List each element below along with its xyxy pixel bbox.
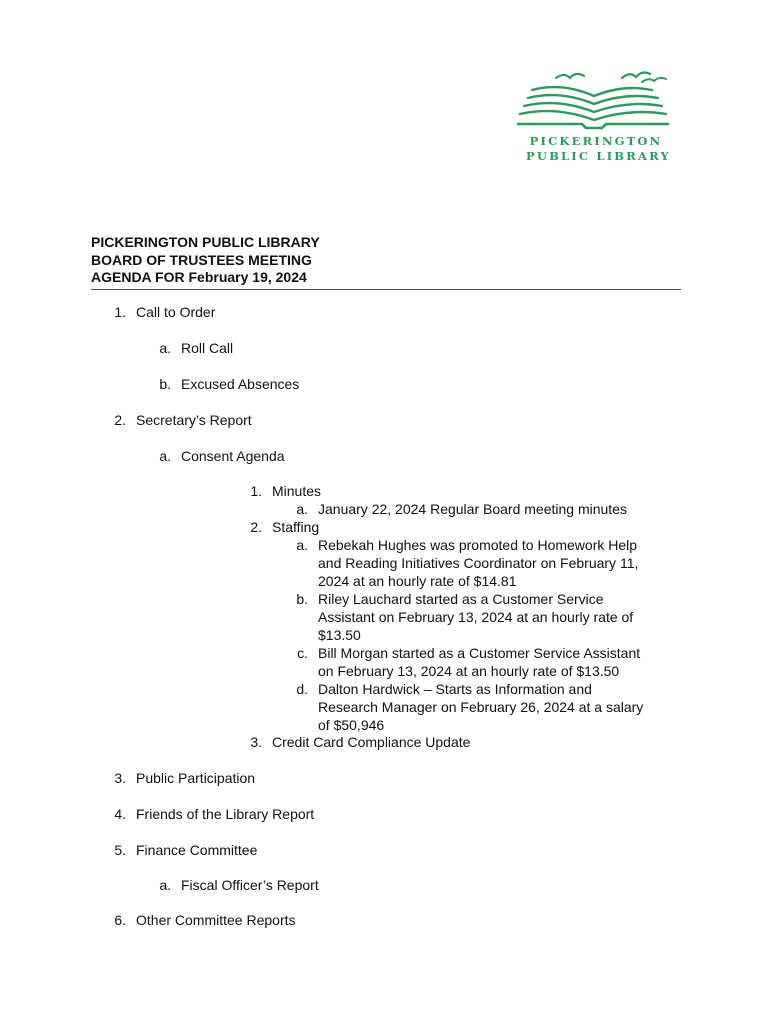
item-number: a. <box>296 501 308 517</box>
item-number: d. <box>296 681 308 697</box>
item-number: a. <box>296 537 308 553</box>
item-text: Excused Absences <box>181 376 300 392</box>
item-text-line: Bill Morgan started as a Customer Service Assistant <box>318 645 641 661</box>
item-text: Finance Committee <box>136 842 258 858</box>
item-text: Credit Card Compliance Update <box>272 734 471 750</box>
item-number: a. <box>159 448 171 464</box>
header-agenda-date: AGENDA FOR February 19, 2024 <box>91 269 307 285</box>
item-number: a. <box>159 340 171 356</box>
item-text: Consent Agenda <box>181 448 285 464</box>
item-text: Other Committee Reports <box>136 912 296 928</box>
item-text-line: Dalton Hardwick – Starts as Information and <box>318 681 592 697</box>
item-text-line: of $50,946 <box>318 717 385 733</box>
item-text-line: $13.50 <box>318 627 361 643</box>
header-board: BOARD OF TRUSTEES MEETING <box>91 251 312 268</box>
item-text-line: Research Manager on February 26, 2024 at a salary <box>318 699 644 715</box>
item-number: b. <box>159 376 171 392</box>
item-text: Minutes <box>272 483 322 499</box>
item-text-line: Assistant on February 13, 2024 at an hourly rate of <box>318 609 634 625</box>
item-number: 3. <box>250 734 262 750</box>
item-text-line: Riley Lauchard started as a Customer Service <box>318 591 604 607</box>
item-text-line: 2024 at an hourly rate of $14.81 <box>318 573 517 589</box>
library-logo <box>512 66 672 166</box>
item-number: 4. <box>114 806 126 822</box>
item-number: 6. <box>114 912 126 928</box>
item-number: 5. <box>114 842 126 858</box>
item-text-line: and Reading Initiatives Coordinator on February 11, <box>318 555 639 571</box>
item-text: Staffing <box>272 519 320 535</box>
item-number: 1. <box>114 304 126 320</box>
item-number: 3. <box>114 770 126 786</box>
item-text-line: on February 13, 2024 at an hourly rate of $13.50 <box>318 663 620 679</box>
item-text: Fiscal Officer’s Report <box>181 877 319 893</box>
logo-text-line1: PICKERINGTON <box>529 134 663 148</box>
item-number: 2. <box>250 519 262 535</box>
item-number: a. <box>159 877 171 893</box>
item-text: January 22, 2024 Regular Board meeting minutes <box>318 501 627 517</box>
item-text: Friends of the Library Report <box>136 806 315 822</box>
agenda-header <box>91 234 681 290</box>
logo-text-line2: PUBLIC LIBRARY <box>526 149 671 163</box>
header-org: PICKERINGTON PUBLIC LIBRARY <box>91 234 320 250</box>
item-number: c. <box>297 645 308 661</box>
item-number: 2. <box>114 412 126 428</box>
item-number: b. <box>296 591 308 607</box>
item-text-line: Rebekah Hughes was promoted to Homework Help <box>318 537 638 553</box>
item-number: 1. <box>250 483 262 499</box>
book-birds-icon <box>512 66 672 132</box>
item-text: Public Participation <box>136 770 256 786</box>
item-text: Secretary’s Report <box>136 412 252 428</box>
item-text: Roll Call <box>181 340 234 356</box>
item-text: Call to Order <box>136 304 216 320</box>
